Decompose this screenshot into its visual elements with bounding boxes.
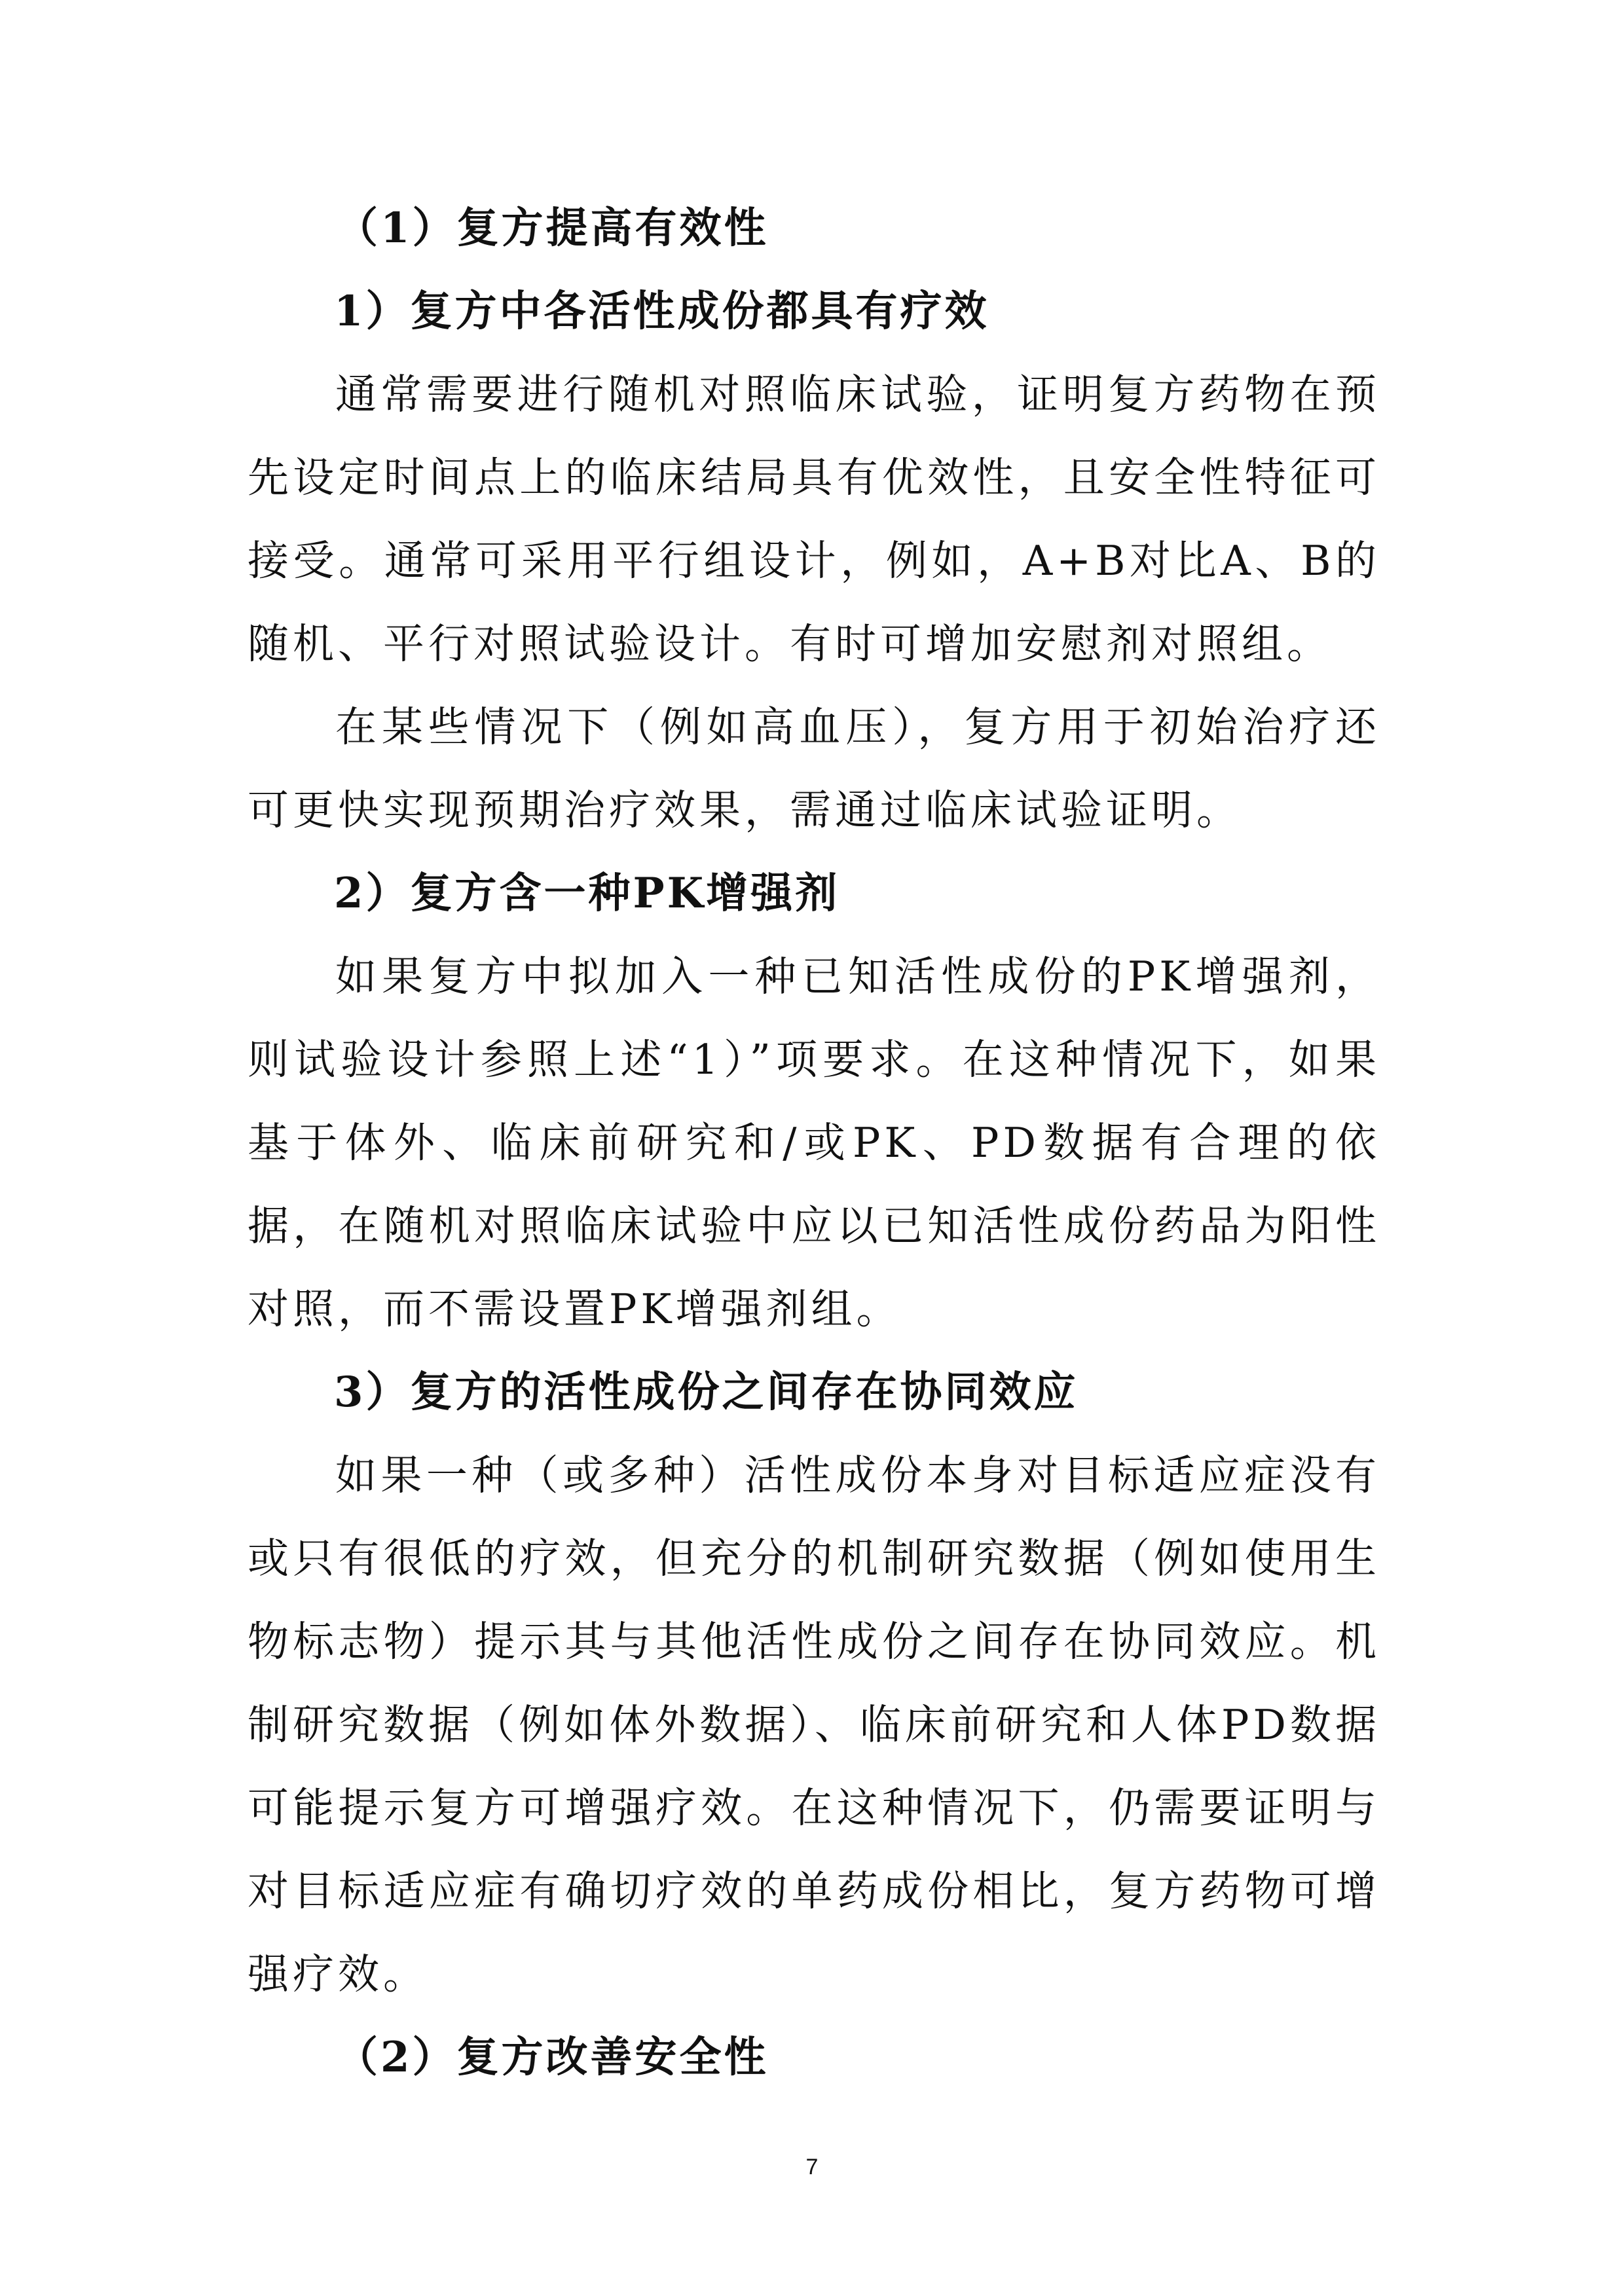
paragraph: 在某些情况下（例如高血压），复方用于初始治疗还可更快实现预期治疗效果，需通过临床试验证明。 [248, 703, 1380, 834]
paragraph: 通常需要进行随机对照临床试验，证明复方药物在预先设定时间点上的临床结局具有优效性，且安全性特征可接受。通常可采用平行组设计，例如，A+B对比A、B的随机、平行对照试验设计。有时可增加安慰剂对照组。 [248, 371, 1380, 668]
section-heading-1: （1）复方提高有效性 [336, 204, 769, 253]
section-heading-2: （2）复方改善安全性 [336, 2033, 769, 2082]
subsection-heading-1: 1）复方中各活性成份都具有疗效 [334, 287, 989, 336]
paragraph: 如果一种（或多种）活性成份本身对目标适应症没有或只有很低的疗效，但充分的机制研究数据（例如使用生物标志物）提示其与其他活性成份之间存在协同效应。机制研究数据（例如体外数据）、临床前研究和人体PD数据可能提示复方可增强疗效。在这种情况下，仍需要证明与对目标适应症有确切疗效的单药成份相比，复方药物可增强疗效。 [248, 1451, 1380, 1998]
page-number: 7 [805, 2155, 819, 2179]
page-body [248, 187, 1380, 2099]
subsection-heading-2: 2）复方含一种PK增强剂 [334, 869, 840, 918]
subsection-heading-3: 3）复方的活性成份之间存在协同效应 [334, 1368, 1079, 1417]
paragraph: 如果复方中拟加入一种已知活性成份的PK增强剂，则试验设计参照上述“1）”项要求。在这种情况下，如果基于体外、临床前研究和/或PK、PD数据有合理的依据，在随机对照临床试验中应以已知活性成份药品为阳性对照，而不需设置PK增强剂组。 [248, 953, 1380, 1333]
